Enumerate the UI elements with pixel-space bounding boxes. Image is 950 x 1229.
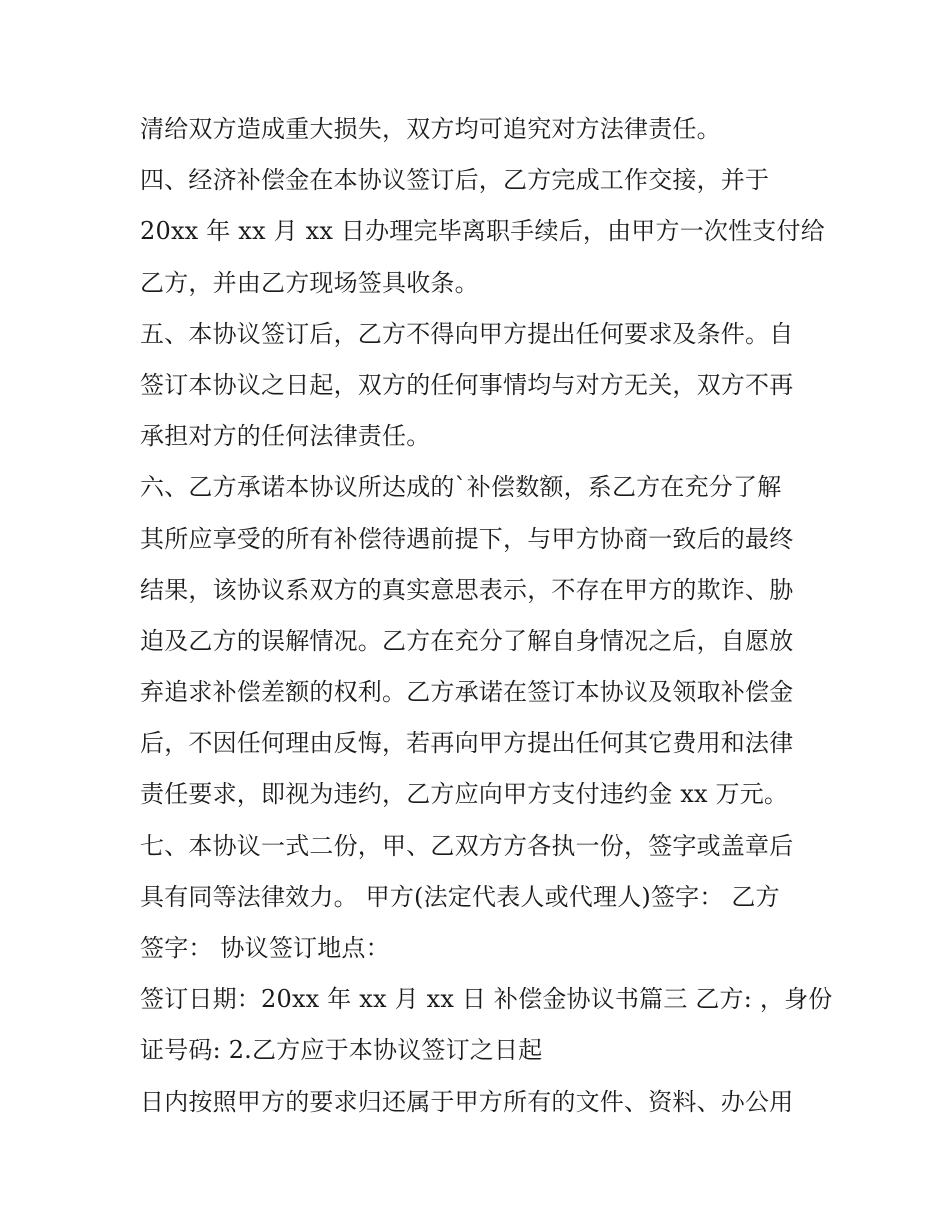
text-line-6: 签订本协议之日起，双方的任何事情均与对方无关，双方不再 xyxy=(140,370,794,399)
text-line-7: 承担对方的任何法律责任。 xyxy=(140,422,431,451)
text-line-3: 20xx 年 xx 月 xx 日办理完毕离职手续后，由甲方一次性支付给 xyxy=(140,217,825,246)
text-line-4: 乙方，并由乙方现场签具收条。 xyxy=(140,268,479,297)
text-line-15: 七、本协议一式二份，甲、乙双方方各执一份，签字或盖章后 xyxy=(140,831,794,860)
text-line-10: 结果，该协议系双方的真实意思表示，不存在甲方的欺诈、胁 xyxy=(140,575,794,604)
text-line-20: 日内按照甲方的要求归还属于甲方所有的文件、资料、办公用 xyxy=(140,1087,794,1116)
agreement-text xyxy=(140,104,840,1128)
text-line-1: 清给双方造成重大损失，双方均可追究对方法律责任。 xyxy=(140,115,721,143)
text-line-12: 弃追求补偿差额的权利。乙方承诺在签订本协议及领取补偿金 xyxy=(140,678,794,707)
text-line-13: 后，不因任何理由反悔，若再向甲方提出任何其它费用和法律 xyxy=(140,729,794,758)
text-line-11: 迫及乙方的误解情况。乙方在充分了解自身情况之后，自愿放 xyxy=(140,626,794,655)
text-line-2: 四、经济补偿金在本协议签订后，乙方完成工作交接，并于 xyxy=(140,166,770,195)
text-line-14: 责任要求，即视为违约，乙方应向甲方支付违约金 xx 万元。 xyxy=(140,780,789,809)
text-line-19: 证号码: 2.乙方应于本协议签订之日起 xyxy=(140,1036,543,1065)
text-line-16: 具有同等法律效力。 甲方(法定代表人或代理人)签字： 乙方 xyxy=(140,882,780,911)
text-line-9: 其所应享受的所有补偿待遇前提下，与甲方协商一致后的最终 xyxy=(140,524,794,553)
text-line-5: 五、本协议签订后，乙方不得向甲方提出任何要求及条件。自 xyxy=(140,319,794,348)
text-line-8: 六、乙方承诺本协议所达成的`补偿数额，系乙方在充分了解 xyxy=(140,473,782,502)
text-line-18: 签订日期：20xx 年 xx 月 xx 日 补偿金协议书篇三 乙方: ，身份 xyxy=(140,985,833,1014)
text-line-17: 签字： 协议签订地点： xyxy=(140,934,390,962)
